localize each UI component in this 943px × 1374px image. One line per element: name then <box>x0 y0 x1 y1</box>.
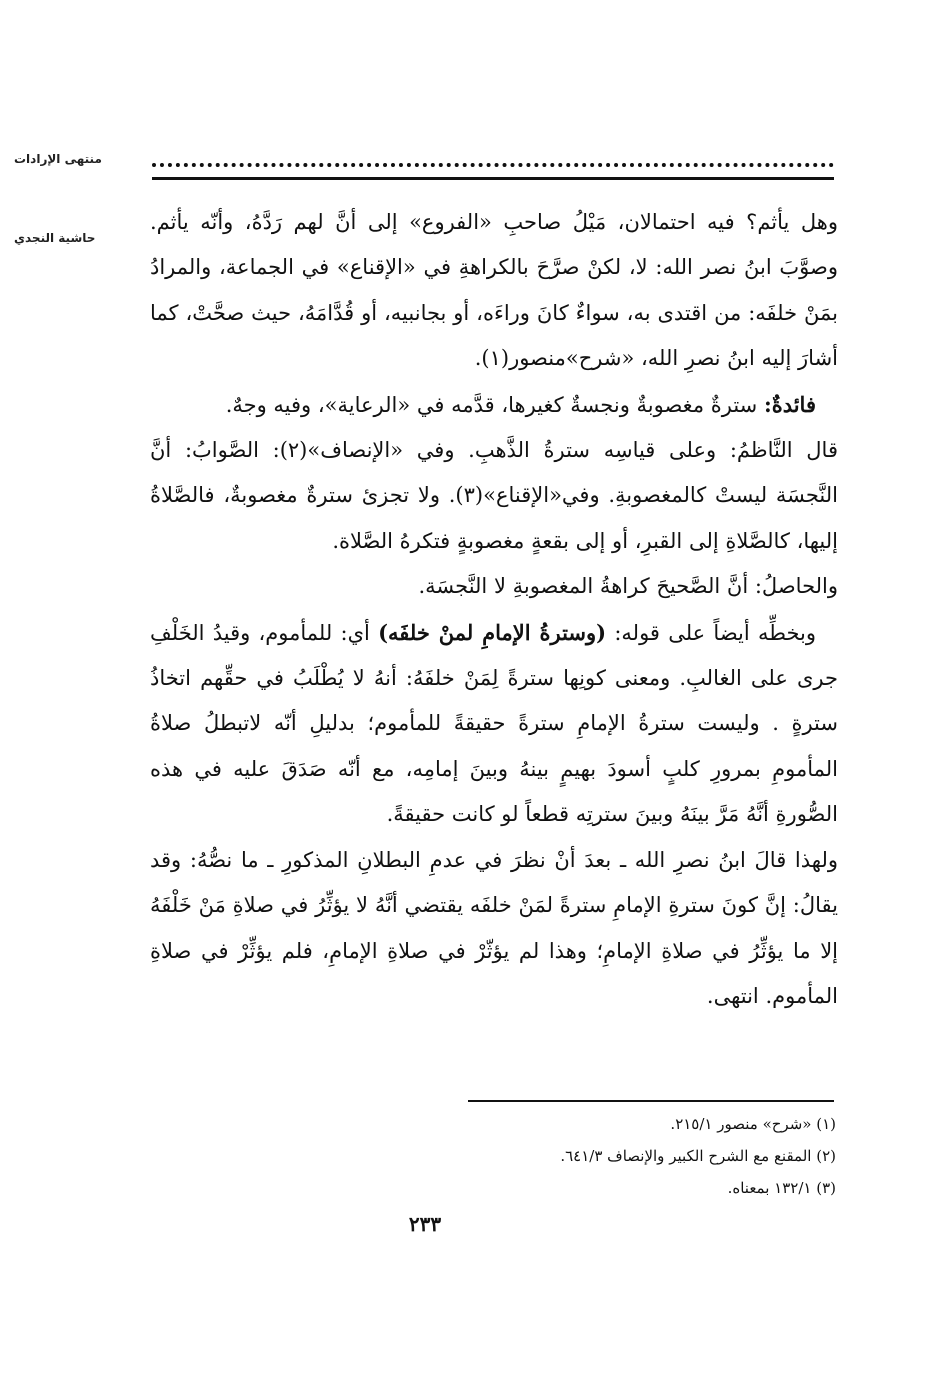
paragraph-5-lead: وبخطِّه أيضاً على قوله: <box>606 620 816 645</box>
gloss-title: حاشية النجدي <box>14 231 96 245</box>
paragraph-2 <box>150 382 838 428</box>
footnote-3: (٣) ١٣٢/١ بمعناه. <box>727 1179 836 1197</box>
footnote-2: (٢) المقنع مع الشرح الكبير والإنصاف ٦٤١/٣. <box>560 1147 836 1165</box>
footnotes <box>420 1108 836 1204</box>
footnote-rule <box>468 1100 834 1102</box>
main-text <box>150 200 838 1019</box>
paragraph-4: والحاصلُ: أنَّ الصَّحيحَ كراهةُ المغصوبةِ لا النَّجسَة. <box>418 574 838 599</box>
paragraph-3: قال النَّاظمُ: وعلى قياسِه سترةُ الذَّهبِ. وفي «الإنصاف»(٢): الصَّوابُ: أنَّ النَّجسَة ليستْ كالمغصوبةِ. وفي«الإقناع»(٣). ولا تجزئ سترةٌ مغصوبةٌ، فالصَّلاةُ إليها، كالصَّلاةِ إلى القبرِ، أو إلى بقعةٍ مغصوبةٍ فتكرهُ الصَّلاة. <box>150 438 838 553</box>
footnote-1: (١) «شرح» منصور ٢١٥/١. <box>670 1115 836 1133</box>
paragraph-2-text: سترةٌ مغصوبةٌ ونجسةٌ كغيرها، قدَّمه في «الرعاية»، وفيه وجهٌ. <box>225 392 764 417</box>
header-solid-rule <box>152 177 834 180</box>
book-title: منتهى الإرادات <box>14 152 102 166</box>
paragraph-5-text: أي: للمأموم، وقيدُ الخَلْفِ جرى على الغالبِ. ومعنى كونِها سترةً لِمَنْ خلفَهُ: أنهُ لا يُطْلَبُ في حقِّهم اتخاذُ سترةٍ . وليست سترةُ الإمامِ سترةً حقيقةً للمأموم؛ بدليلِ أنّه لاتبطلُ صلاةُ المأمومِ بمرورِ كلبٍ أسودَ بهيمٍ بينهُ وبينَ إمامِه، مع أنّه صَدَقَ عليه في هذه الصُّورةِ أنَّهُ مَرَّ بينَهُ وبينَ سترتِه قطعاً لو كانت حقيقةً. <box>150 620 838 827</box>
paragraph-1: وهل يأثم؟ فيه احتمالان، مَيْلُ صاحبِ «الفروع» إلى أنَّ لهم رَدَّهُ، وأنّه يأثم. وصوَّبَ ابنُ نصر الله: لا، لكنْ صرَّحَ بالكراهةِ في «الإقناع» في الجماعة، والمرادُ بمَنْ خلفَه: من اقتدى به، سواءٌ كانَ وراءَه، أو بجانبيه، أو قُدَّامَهُ، حيث صحَّتْ، كما أشارَ إليه ابنُ نصرِ الله، «شرح»منصور(١). <box>150 210 838 371</box>
paragraph-6: ولهذا قالَ ابنُ نصرِ الله ـ بعدَ أنْ نظرَ في عدمِ البطلانِ المذكورِ ـ ما نصُّهُ: وقد يقالُ: إنَّ كونَ سترةِ الإمامِ سترةً لمَنْ خلفَه يقتضي أنَّهُ لا يؤثِّرُ في صلاةِ مَنْ خَلْفَهُ إلا ما يؤثِّرُ في صلاةِ الإمامِ؛ وهذا لم يؤثّرْ في صلاةِ الإمامِ، فلم يؤثِّرْ في صلاةِ المأموم. انتهى. <box>150 847 838 1008</box>
quoted-matn: (وسترةُ الإمامِ لمنْ خلفَه) <box>378 619 607 645</box>
paragraph-5 <box>150 610 838 838</box>
header-dotted-rule <box>152 163 834 167</box>
note-heading: فائدةٌ: <box>763 391 816 417</box>
page-number: ٢٣٣ <box>408 1212 442 1236</box>
